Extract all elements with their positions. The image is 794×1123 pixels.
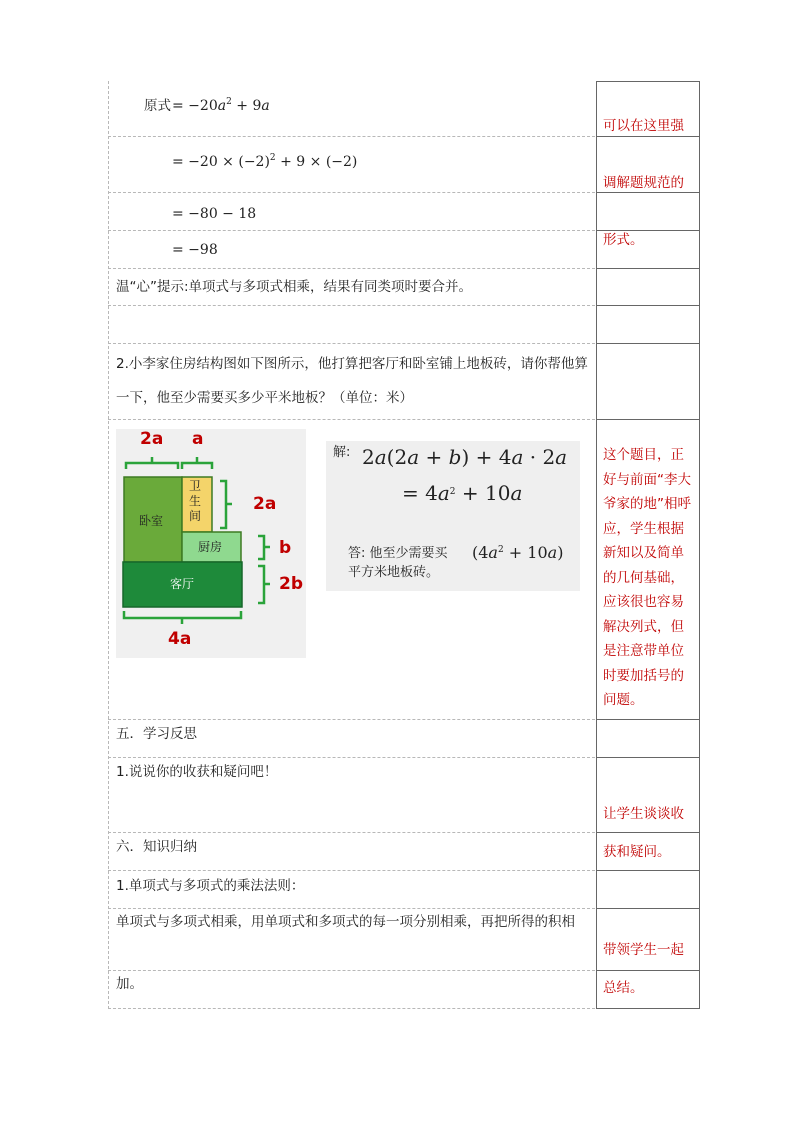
solution-label: 解:: [333, 445, 351, 460]
brace-right-1: [220, 481, 232, 528]
table-row: [108, 720, 700, 758]
table-row: [108, 269, 700, 306]
label-b-right: b: [279, 538, 292, 558]
expr-line-2: = $-20 \times (-2)^2 + 9 \times (-2)$: [172, 153, 358, 170]
brace-top-right: [182, 457, 212, 469]
label-2a-top: 2a: [140, 429, 164, 449]
label-kitchen: 厨房: [198, 540, 223, 554]
teacher-note-2: 这个题目，正好与前面“李大爷家的地”相呼应，学生根据新知以及简单的几何基础，应该很也容易解决列式，但是注意带单位时要加括号的问题。: [603, 447, 691, 708]
teacher-note-1: 可以在这里强调解题规范的形式。: [603, 118, 684, 248]
label-2a-right: 2a: [253, 494, 277, 514]
rule-text-end: 加。: [116, 976, 143, 992]
label-a-top: a: [192, 429, 204, 449]
rule-heading: 1.单项式与多项式的乘法法则：: [116, 878, 305, 894]
expr-prefix: 原式: [144, 98, 171, 114]
answer-expression: $(4a^2 + 10a)$: [472, 543, 564, 562]
table-row: [108, 306, 700, 344]
reflection-prompt: 1.说说你的收获和疑问吧！: [116, 764, 278, 780]
teacher-note-3: 让学生谈谈收获和疑问。: [603, 806, 684, 860]
brace-top-left: [126, 457, 178, 469]
brace-right-2: [258, 536, 270, 559]
teacher-note-4: 带领学生一起总结。: [603, 942, 684, 996]
question-text: 2.小李家住房结构图如下图所示，他打算把客厅和卧室铺上地板砖，请你帮他算一下，他至少需要买多少平米地板？（单位：米）: [116, 356, 588, 406]
floor-plan-figure: [116, 429, 306, 658]
label-bedroom: 卧室: [139, 514, 164, 528]
solution-panel: [326, 441, 580, 591]
solution-line-2: = $4a^2 + 10a$: [402, 481, 523, 505]
expr-line-3: = −80 − 18: [172, 206, 257, 222]
label-4a-bottom: 4a: [168, 629, 192, 649]
expr-line-4: = −98: [172, 242, 218, 258]
answer-prefix: 答: 他至少需要买: [348, 546, 448, 561]
answer-suffix: 平方米地板砖。: [348, 565, 440, 580]
table-row: [108, 344, 700, 420]
tip-text: 温“心”提示:单项式与多项式相乘，结果有同类项时要合并。: [116, 279, 473, 295]
label-2b-right: 2b: [279, 574, 303, 594]
section-heading-summary: 六．知识归纳: [116, 839, 197, 855]
brace-bottom: [124, 611, 241, 624]
section-heading-reflection: 五．学习反思: [116, 726, 197, 742]
table-row: [108, 871, 700, 909]
label-bathroom: 卫生间: [189, 479, 202, 523]
solution-line-1: 2a(2a + b) + 4a · 2a: [362, 445, 568, 469]
rule-text: 单项式与多项式相乘，用单项式和多项式的每一项分别相乘，再把所得的积相: [116, 914, 575, 930]
expr-line-1: = $-20a^2 + 9a$: [172, 97, 270, 114]
label-living: 客厅: [170, 577, 195, 591]
brace-right-3: [258, 566, 270, 603]
